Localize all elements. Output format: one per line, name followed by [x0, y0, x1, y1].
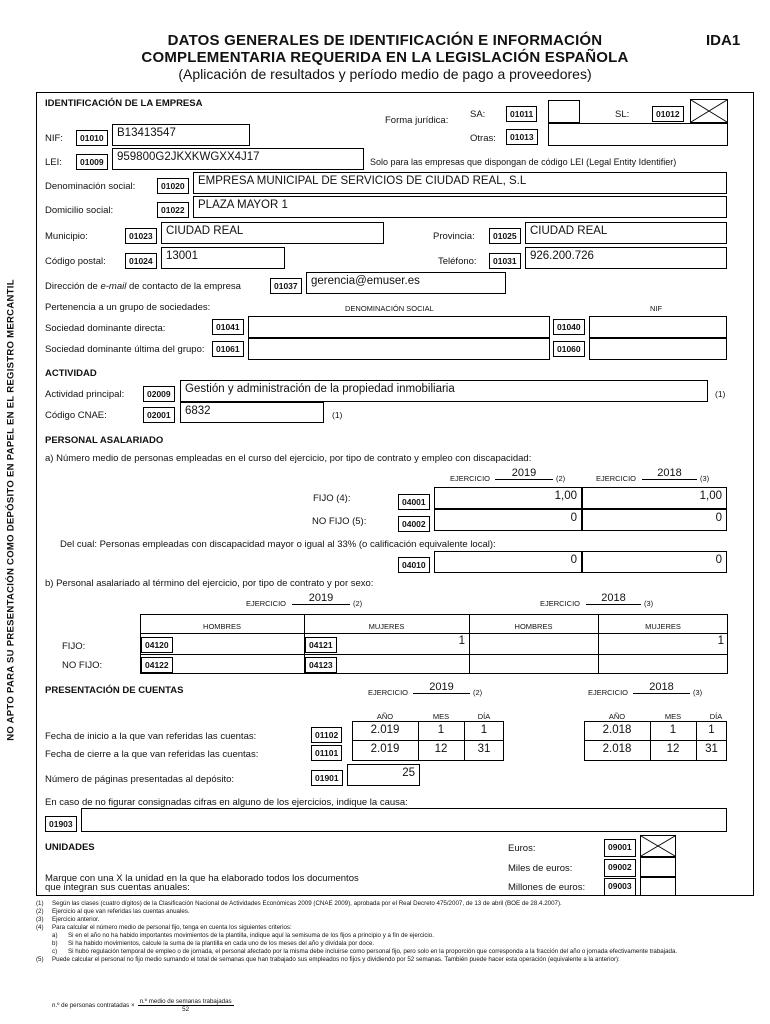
email-code: 01037 — [270, 278, 302, 294]
footnote — [36, 948, 756, 956]
cnae-label: Código CNAE: — [45, 410, 107, 421]
fijo-y2-field[interactable]: 1,00 — [582, 487, 727, 509]
provincia-code: 01025 — [489, 228, 521, 244]
miles-checkbox[interactable] — [640, 857, 676, 877]
fijo-label: FIJO (4): — [313, 493, 351, 504]
year2-a: 2018 — [642, 467, 697, 480]
section-identificacion: IDENTIFICACIÓN DE LA EMPRESA — [45, 98, 203, 109]
ejercicio-label-a1: EJERCICIO — [450, 474, 491, 483]
lei-code: 01009 — [76, 154, 108, 170]
cierre-y1-dia[interactable]: 31 — [477, 743, 491, 755]
telefono-code: 01031 — [489, 253, 521, 269]
x-mark-icon — [641, 836, 675, 856]
mes-col-1: MES — [432, 712, 450, 721]
mujeres-col-1: MUJERES — [368, 622, 405, 631]
footnote-marker: (4) — [36, 924, 44, 931]
footnote — [36, 956, 756, 964]
footnote — [36, 932, 756, 940]
municipio-label: Municipio: — [45, 231, 88, 242]
lei-note: Solo para las empresas que dispongan de código LEI (Legal Entity Identifier) — [370, 157, 677, 167]
otras-code: 01013 — [506, 129, 538, 145]
side-disclaimer: NO APTO PARA SU PRESENTACIÓN COMO DEPÓSITO EN PAPEL EN EL REGISTRO MERCANTIL — [5, 279, 17, 741]
forma-juridica-label: Forma jurídica: — [385, 115, 449, 126]
title-line-1: DATOS GENERALES DE IDENTIFICACIÓN E INFORMACIÓN — [167, 32, 603, 49]
nif-field[interactable]: B13413547 — [112, 124, 250, 146]
footnote — [36, 924, 756, 932]
millones-checkbox[interactable] — [640, 877, 676, 896]
footnote-text: Ejercicio al que van referidas las cuentas anuales. — [52, 908, 190, 915]
ejercicio-label-b1: EJERCICIO — [246, 599, 287, 608]
sa-code: 01011 — [506, 106, 537, 122]
millones-label: Millones de euros: — [508, 882, 586, 893]
year2-b-note: (3) — [644, 599, 654, 608]
email-field[interactable]: gerencia@emuser.es — [306, 272, 506, 294]
telefono-label: Teléfono: — [438, 256, 477, 267]
cierre-y1-mes[interactable]: 12 — [434, 743, 448, 755]
footnote — [36, 916, 756, 924]
b-fijo-h-code: 04120 — [141, 637, 173, 653]
sl-checkbox[interactable] — [690, 99, 728, 123]
footnote-marker: (2) — [36, 908, 44, 915]
year1-b: 2019 — [292, 592, 350, 605]
nif-col: NIF — [650, 304, 663, 313]
euros-label: Euros: — [508, 843, 536, 854]
year2-p: 2018 — [633, 681, 690, 694]
nofijo-label: NO FIJO (5): — [312, 516, 367, 527]
mes-col-2: MES — [664, 712, 682, 721]
domicilio-field[interactable]: PLAZA MAYOR 1 — [193, 196, 727, 218]
actividad-principal-note: (1) — [715, 389, 726, 399]
inicio-y1-dia[interactable]: 1 — [480, 724, 488, 736]
lei-label: LEI: — [45, 157, 62, 168]
year2-p-note: (3) — [693, 688, 703, 697]
cierre-y2-ano[interactable]: 2.018 — [602, 743, 632, 755]
section-presentacion: PRESENTACIÓN DE CUENTAS — [45, 685, 184, 696]
dominante-directa-label: Sociedad dominante directa: — [45, 323, 166, 334]
footnote-marker: (5) — [36, 956, 44, 963]
dominante-ultima-field[interactable] — [248, 338, 550, 360]
year1-p-note: (2) — [473, 688, 483, 697]
cnae-code: 02001 — [143, 407, 175, 423]
dominante-directa-nif-field[interactable] — [589, 316, 727, 338]
year1-a: 2019 — [495, 467, 553, 480]
causa-field[interactable] — [81, 808, 727, 832]
year1-p: 2019 — [413, 681, 470, 694]
fijo-code: 04001 — [398, 494, 430, 510]
footnote-text: Según las clases (cuatro dígitos) de la Clasificación Nacional de Actividades Económicas 2009 (CNAE 2009), aprobada por el Real Decreto 475/2007, de 13 de abril (BOE de 28.4.2007). — [52, 900, 562, 907]
footnote — [36, 908, 756, 916]
cnae-note: (1) — [332, 410, 343, 420]
otras-label: Otras: — [470, 133, 496, 144]
inicio-y2-ano[interactable]: 2.018 — [602, 724, 632, 736]
b-nofijo-h-code: 04122 — [141, 657, 173, 673]
dominante-ultima-nif-field[interactable] — [589, 338, 727, 360]
ano-col-2: AÑO — [608, 712, 626, 721]
cp-code: 01024 — [125, 253, 157, 269]
footnote-text: Para calcular el número medio de personal fijo, tenga en cuenta los siguientes criterios: — [52, 924, 292, 931]
section-actividad: ACTIVIDAD — [45, 368, 97, 379]
b-nofijo-label: NO FIJO: — [62, 660, 103, 671]
hombres-col-2: HOMBRES — [514, 622, 553, 631]
section-unidades: UNIDADES — [45, 842, 95, 853]
inicio-y2-dia[interactable]: 1 — [708, 724, 715, 736]
millones-code: 09003 — [604, 878, 636, 896]
lei-field[interactable]: 959800G2JKXKWGXX4J17 — [112, 148, 364, 170]
email-label: Dirección de e-mail de contacto de la empresa — [45, 281, 241, 292]
unidades-text-1: Marque con una X la unidad en la que ha elaborado todos los documentos — [45, 873, 359, 884]
dominante-ultima-code: 01061 — [212, 341, 244, 357]
hombres-col-1: HOMBRES — [203, 622, 241, 631]
year2-a-note: (3) — [700, 474, 710, 483]
personal-a-text: a) Número medio de personas empleadas en el curso del ejercicio, por tipo de contrato y empleo con discapacidad: — [45, 453, 532, 464]
domicilio-label: Domicilio social: — [45, 205, 114, 216]
cierre-label: Fecha de cierre a la que van referidas las cuentas: — [45, 749, 259, 760]
b-nofijo-m-code: 04123 — [305, 657, 337, 673]
inicio-y1-mes[interactable]: 1 — [437, 724, 445, 736]
dominante-directa-field[interactable] — [248, 316, 550, 338]
footnote-marker: a) — [52, 932, 58, 939]
dia-col-1: DÍA — [477, 712, 491, 721]
cnae-field[interactable]: 6832 — [180, 402, 324, 423]
x-mark-icon — [691, 100, 727, 122]
provincia-field[interactable]: CIUDAD REAL — [525, 222, 727, 244]
footnotes — [36, 900, 756, 964]
paginas-code: 01901 — [311, 770, 343, 786]
nofijo-code: 04002 — [398, 516, 430, 532]
causa-label: En caso de no figurar consignadas cifras en alguno de los ejercicios, indique la causa: — [45, 797, 408, 808]
inicio-y2-mes[interactable]: 1 — [669, 724, 677, 736]
causa-code: 01903 — [45, 816, 77, 832]
year1-a-note: (2) — [556, 474, 566, 483]
fijo-y1-field[interactable]: 1,00 — [434, 487, 582, 509]
paginas-field[interactable]: 25 — [347, 764, 420, 786]
footnote-marker: (1) — [36, 900, 44, 907]
cierre-y1-ano[interactable]: 2.019 — [370, 743, 400, 755]
form-code: IDA1 — [706, 32, 741, 49]
ejercicio-label-a2: EJERCICIO — [596, 474, 637, 483]
cierre-code: 01101 — [311, 745, 342, 761]
nif-label: NIF: — [45, 133, 63, 144]
footnote — [36, 940, 756, 948]
ejercicio-label-p2: EJERCICIO — [588, 688, 629, 697]
unidades-text-2: que integran sus cuentas anuales: — [45, 882, 190, 893]
discapacidad-text: Del cual: Personas empleadas con discapacidad mayor o igual al 33% (o calificación equivalente local): — [60, 539, 496, 550]
footnote-text: Ejercicio anterior. — [52, 916, 100, 923]
inicio-label: Fecha de inicio a la que van referidas las cuentas: — [45, 731, 257, 742]
sa-field[interactable] — [548, 100, 580, 123]
denominacion-code: 01020 — [157, 178, 189, 194]
municipio-code: 01023 — [125, 228, 157, 244]
formula-left: n.º de personas contratadas × — [52, 1002, 135, 1009]
euros-code: 09001 — [604, 839, 636, 857]
euros-checkbox[interactable] — [640, 835, 676, 857]
footnote-text: Si ha habido movimientos, calcule la suma de la plantilla en cada uno de los meses del año y divídala por doce. — [68, 940, 375, 947]
footnote-marker: b) — [52, 940, 58, 947]
b-fijo-m-y1[interactable]: 1 — [458, 635, 465, 647]
cp-label: Código postal: — [45, 256, 106, 267]
discapacidad-code: 04010 — [398, 557, 430, 573]
sl-code: 01012 — [652, 106, 684, 122]
footnote-text: Puede calcular el personal no fijo medio sumando el total de semanas que han trabajado sus empleados no fijos y dividiendo por 52 semanas. También puede hacer esta operación (equivalente a la anterior): — [52, 956, 620, 963]
b-fijo-m-y2[interactable]: 1 — [717, 635, 724, 647]
footnote-text: Si hubo regulación temporal de empleo o de jornada, el personal afectado por la misma debe incluirse como personal fijo, pero solo en la proporción que corresponda a la fracción del año o jornada efectivamente trabajada. — [68, 948, 678, 955]
municipio-field[interactable]: CIUDAD REAL — [161, 222, 384, 244]
cp-field[interactable]: 13001 — [161, 247, 285, 269]
ejercicio-label-p1: EJERCICIO — [368, 688, 409, 697]
footnote-marker: c) — [52, 948, 58, 955]
otras-field[interactable] — [548, 123, 728, 146]
actividad-principal-label: Actividad principal: — [45, 389, 125, 400]
b-fijo-label: FIJO: — [62, 641, 86, 652]
cierre-y2-mes[interactable]: 12 — [666, 743, 680, 755]
footnote-text: Si en el año no ha habido importantes movimientos de la plantilla, indique aquí la semisuma de los fijos a principio y a fin de ejercicio. — [68, 932, 434, 939]
grupo-label: Pertenencia a un grupo de sociedades: — [45, 302, 211, 313]
year2-b: 2018 — [586, 592, 641, 605]
b-fijo-m-code: 04121 — [305, 637, 337, 653]
cierre-y2-dia[interactable]: 31 — [705, 743, 718, 755]
actividad-principal-field[interactable]: Gestión y administración de la propiedad inmobiliaria — [180, 380, 708, 402]
discapacidad-y1-field[interactable]: 0 — [434, 551, 582, 573]
dominante-directa-nif-code: 01040 — [553, 319, 585, 335]
formula — [52, 998, 234, 1013]
inicio-y1-ano[interactable]: 2.019 — [370, 724, 400, 736]
ano-col-1: AÑO — [376, 712, 394, 721]
dia-col-2: DÍA — [709, 712, 723, 721]
sl-label: SL: — [615, 109, 630, 120]
year1-b-note: (2) — [353, 599, 363, 608]
miles-label: Miles de euros: — [508, 863, 573, 874]
section-personal: PERSONAL ASALARIADO — [45, 435, 164, 446]
dominante-directa-code: 01041 — [212, 319, 244, 335]
telefono-field[interactable]: 926.200.726 — [525, 247, 727, 269]
ejercicio-label-b2: EJERCICIO — [540, 599, 581, 608]
personal-b-text: b) Personal asalariado al término del ejercicio, por tipo de contrato y por sexo: — [45, 578, 374, 589]
formula-denominator: 52 — [182, 1006, 190, 1013]
footnote-marker: (3) — [36, 916, 44, 923]
dominante-ultima-nif-code: 01060 — [553, 341, 585, 357]
dominante-ultima-label: Sociedad dominante última del grupo: — [45, 344, 205, 355]
denominacion-social-col: DENOMINACIÓN SOCIAL — [345, 304, 434, 313]
formula-fraction — [138, 998, 234, 1013]
discapacidad-y2-field[interactable]: 0 — [582, 551, 727, 573]
denominacion-field[interactable]: EMPRESA MUNICIPAL DE SERVICIOS DE CIUDAD REAL, S.L — [193, 172, 727, 194]
actividad-principal-code: 02009 — [143, 386, 175, 402]
nif-code: 01010 — [76, 130, 108, 146]
title-line-2: COMPLEMENTARIA REQUERIDA EN LA LEGISLACIÓN ESPAÑOLA — [141, 49, 629, 66]
denominacion-label: Denominación social: — [45, 181, 136, 192]
miles-code: 09002 — [604, 859, 636, 877]
sa-label: SA: — [470, 109, 486, 120]
nofijo-y1-field[interactable]: 0 — [434, 509, 582, 531]
provincia-label: Provincia: — [433, 231, 475, 242]
formula-numerator: n.º medio de semanas trabajadas — [139, 998, 232, 1005]
domicilio-code: 01022 — [157, 202, 189, 218]
footnote — [36, 900, 756, 908]
paginas-label: Número de páginas presentadas al depósito: — [45, 774, 235, 785]
inicio-code: 01102 — [311, 727, 342, 743]
subtitle: (Aplicación de resultados y período medio de pago a proveedores) — [178, 66, 592, 82]
nofijo-y2-field[interactable]: 0 — [582, 509, 727, 531]
mujeres-col-2: MUJERES — [645, 622, 681, 631]
